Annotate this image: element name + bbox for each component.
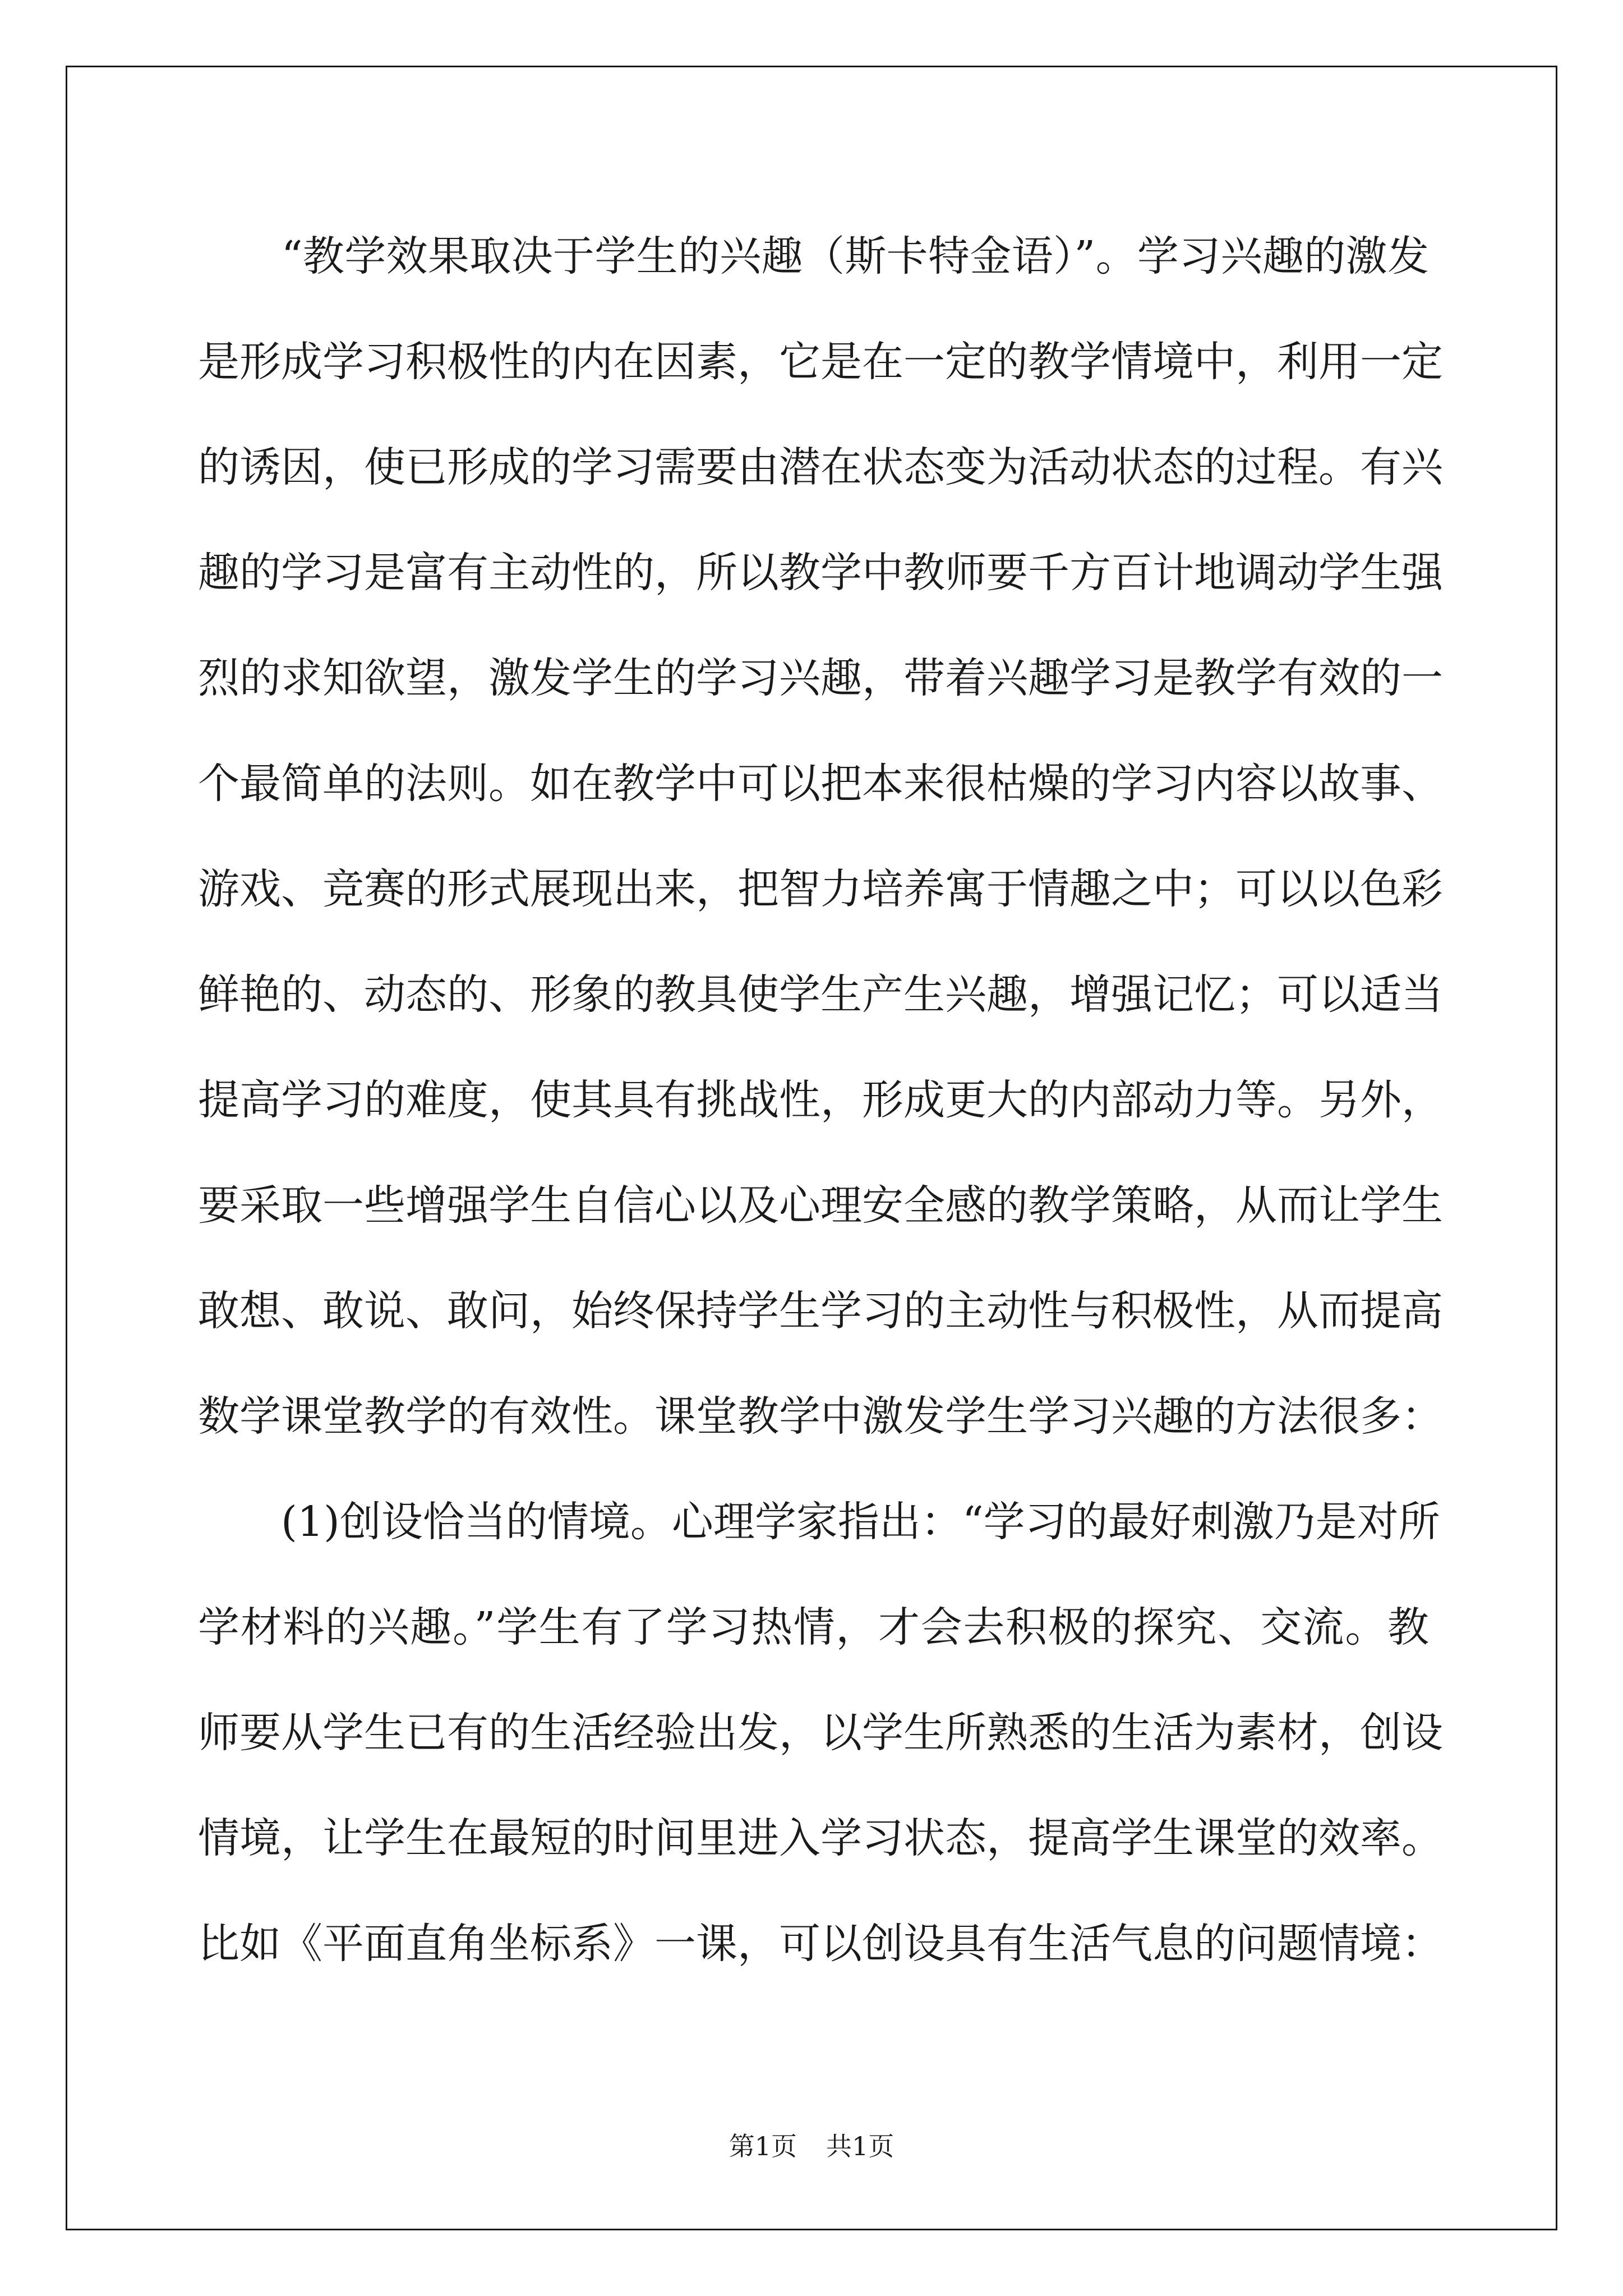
text-line: 情境，让学生在最短的时间里进入学习状态，提高学生课堂的效率。 [198, 1814, 1443, 1862]
text-line: 是形成学习积极性的内在因素，它是在一定的教学情境中，利用一定 [198, 338, 1443, 386]
text-line: 烈的求知欲望，激发学生的学习兴趣，带着兴趣学习是教学有效的一 [198, 654, 1443, 702]
text-line: 的诱因，使已形成的学习需要由潜在状态变为活动状态的过程。有兴 [198, 443, 1443, 491]
text-line: 游戏、竞赛的形式展现出来，把智力培养寓于情趣之中；可以以色彩 [198, 865, 1443, 913]
text-line: 趣的学习是富有主动性的，所以教学中教师要千方百计地调动学生强 [198, 549, 1443, 597]
page-number: 第1页 [728, 2131, 797, 2161]
text-line: 学材料的兴趣。”学生有了学习热情，才会去积极的探究、交流。教 [198, 1603, 1429, 1651]
page-total: 共1页 [826, 2131, 895, 2161]
text-line: 比如《平面直角坐标系》一课，可以创设具有生活气息的问题情境： [198, 1920, 1443, 1968]
text-line: 鲜艳的、动态的、形象的教具使学生产生兴趣，增强记忆；可以适当 [198, 970, 1443, 1019]
text-line: 个最简单的法则。如在教学中可以把本来很枯燥的学习内容以故事、 [198, 760, 1443, 808]
text-line: 数学课堂教学的有效性。课堂教学中激发学生学习兴趣的方法很多： [198, 1392, 1443, 1441]
text-line: 敢想、敢说、敢问，始终保持学生学习的主动性与积极性，从而提高 [198, 1287, 1443, 1335]
text-line: “教学效果取决于学生的兴趣（斯卡特金语）”。学习兴趣的激发 [198, 232, 1429, 280]
text-line: 提高学习的难度，使其具有挑战性，形成更大的内部动力等。另外， [198, 1076, 1443, 1124]
text-line: 师要从学生已有的生活经验出发，以学生所熟悉的生活为素材，创设 [198, 1709, 1443, 1757]
body-text [198, 204, 1443, 1996]
text-line: (1)创设恰当的情境。心理学家指出：“学习的最好刺激乃是对所 [198, 1498, 1440, 1546]
page-footer [0, 2126, 1623, 2163]
text-line: 要采取一些增强学生自信心以及心理安全感的教学策略，从而让学生 [198, 1181, 1443, 1230]
